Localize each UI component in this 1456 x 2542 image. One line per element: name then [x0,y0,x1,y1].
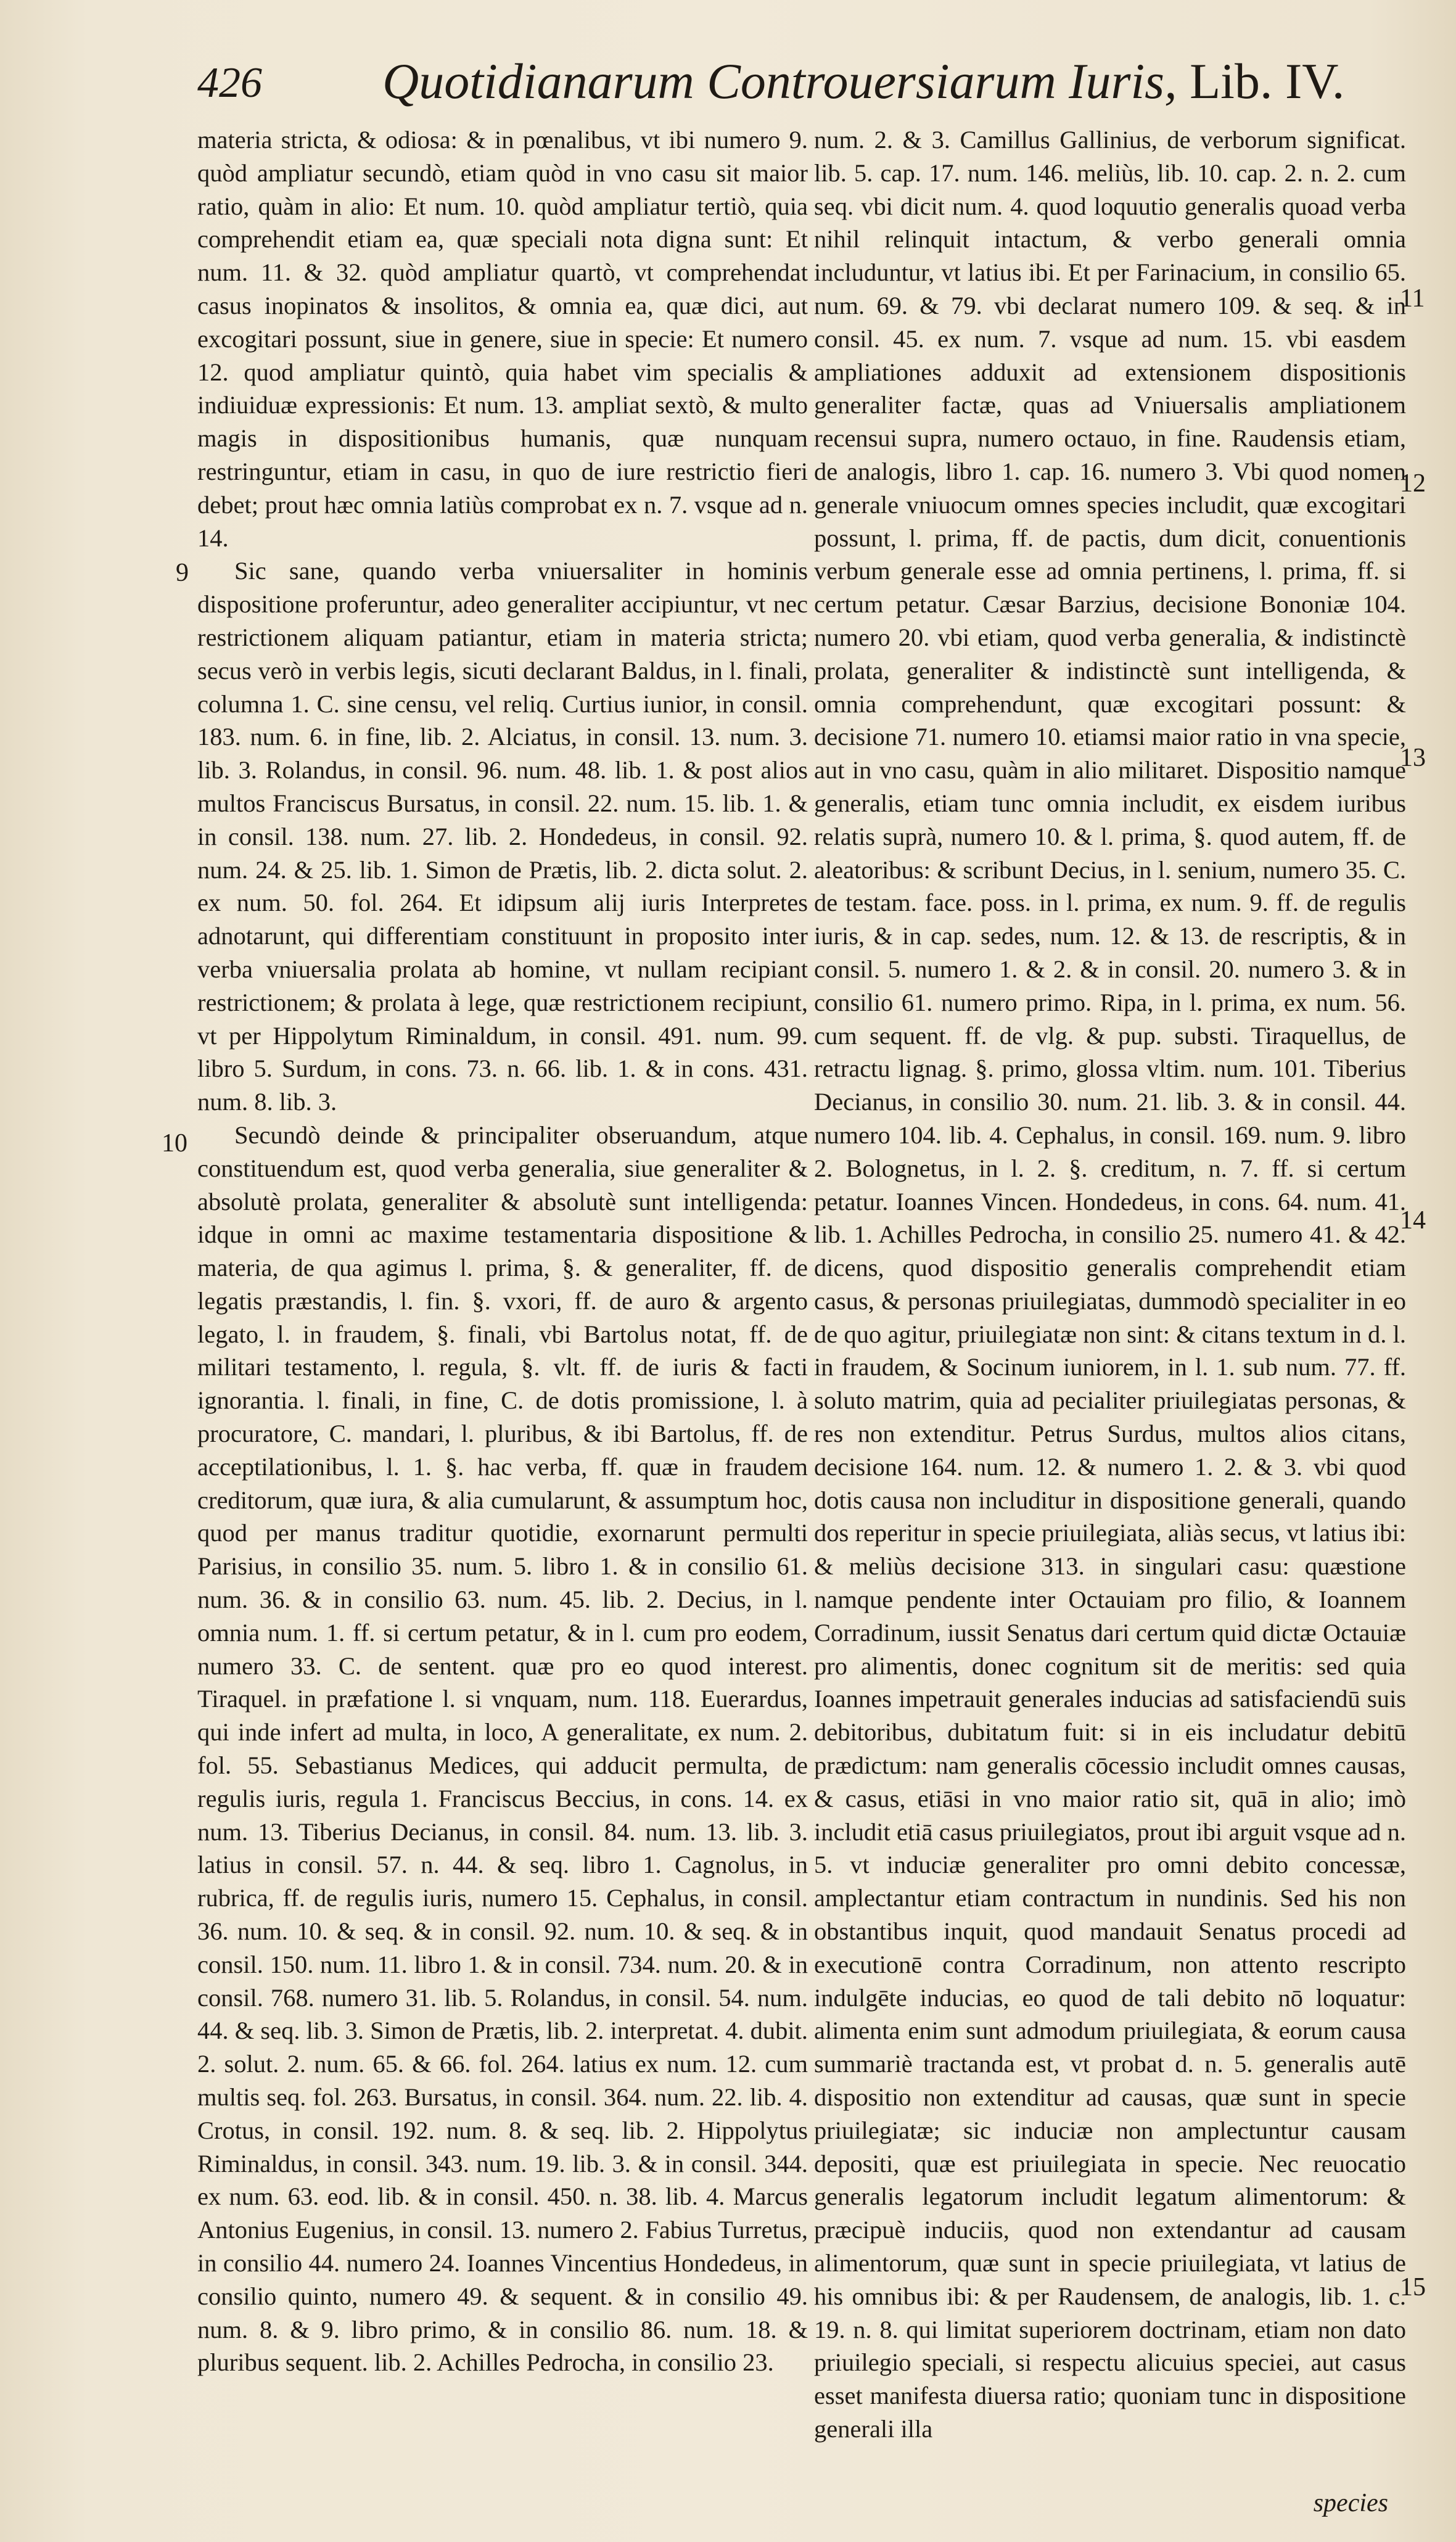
right-paragraph-1: num. 2. & 3. Camillus Gallinius, de verborum significat. lib. 5. cap. 17. num. 146. meliùs, lib. 10. cap. 2. n. 2. cum seq. vbi dicit num. 4. quod loquutio generalis quoad verba nihil relinquit intactum, & verbo generali omnia includuntur, vt latius ibi. Et per Farinacium, in consilio 65. num. 69. & 79. vbi declarat numero 109. & seq. & in consil. 45. ex num. 7. vsque ad num. 15. vbi easdem ampliationes adduxit ad extensionem dispositionis generaliter factæ, quas ad Vniuersalis ampliationem recensui supra, numero octauo, in fine. Raudensis etiam, de analogis, libro 1. cap. 16. numero 3. Vbi quod nomen generale vniuocum omnes species includit, quæ excogitari possunt, l. prima, ff. de pactis, dum dicit, conuentionis verbum generale esse ad omnia pertinens, l. prima, ff. si certum petatur. Cæsar Barzius, decisione Bononiæ 104. numero 20. vbi etiam, quod verba generalia, & indistinctè prolata, generaliter & indistinctè sunt intelligenda, & omnia comprehendunt, quæ excogitari possunt: & decisione 71. numero 10. etiamsi maior ratio in vna specie, aut in vno casu, quàm in alio militaret. Dispositio namque generalis, etiam tunc omnia includit, ex eisdem iuribus relatis suprà, numero 10. & l. prima, §. quod autem, ff. de aleatoribus: & scribunt Decius, in l. senium, numero 35. C. de testam. face. poss. in l. prima, ex num. 9. ff. de regulis iuris, & in cap. sedes, num. 12. & 13. de rescriptis, & in consil. 5. numero 1. & 2. & in consil. 20. numero 3. & in consilio 61. numero primo. Ripa, in l. prima, ex num. 56. cum sequent. ff. de vlg. & pup. substi. Tiraquellus, de retractu lignag. §. primo, glossa vltim. num. 101. Tiberius Decianus, in consilio 30. num. 21. lib. 3. & in consil. 44. numero 104. lib. 4. Cephalus, in consil. 169. num. 9. libro 2. Bolognetus, in l. 2. §. creditum, n. 7. ff. si certum petatur. Ioannes Vincen. Hondedeus, in cons. 64. num. 41. lib. 1. Achilles Pedrocha, in consilio 25. numero 41. & 42. dicens, quod dispositio generalis comprehendit etiam casus, & personas priuilegiatas, dummodò specialiter in eo de quo agitur, priuilegiatæ non sint: & citans textum in d. l. in fraudem, & Socinum iuniorem, in l. 1. sub num. 77. ff. soluto matrim, quia ad pecialiter priuilegiatas personas, & res non extenditur. Petrus Surdus, multos alios citans, decisione 164. num. 12. & numero 1. 2. & 3. vbi quod dotis causa non includitur in dispositione generali, quando dos reperitur in specie priuilegiata, aliàs secus, vt latius ibi: & meliùs decisione 313. in singulari casu: quæstione namque pendente inter Octauiam pro filio, & Ioannem Corradinum, iussit Senatus dari certum quid dictæ Octauiæ pro alimentis, donec cognitum sit de meritis: sed quia Ioannes impetrauit generales inducias ad satisfaciendū suis debitoribus, dubitatum fuit: si in eis includatur debitū prædictum: nam generalis cōcessio includit omnes causas, & casus, etiāsi in vno maior ratio sit, quā in alio; imò includit etiā casus priuilegiatos, prout ibi arguit vsque ad n. 5. vt induciæ generaliter pro omni debito concessæ, amplectantur etiam contractum in nundinis. Sed his non obstantibus inquit, quod mandauit Senatus procedi ad executionē contra Corradinum, non attento rescripto indulgēte inducias, eo quod de tali debito nō loquatur: alimenta enim sunt admodum priuilegiata, & eorum causa summariè tractanda est, vt probat d. n. 5. generalis autē dispositio non extenditur ad causas, quæ sunt in specie priuilegiatæ; sic induciæ non amplectuntur causam depositi, quæ est priuilegiata in specie. Nec reuocatio generalis legatorum includit legatum alimentorum: & præcipuè induciis, quod non extendantur ad causam alimentorum, quæ sunt in specie priuilegiata, vt latius de his omnibus ibi: & per Raudensem, de analogis, lib. 1. c. 19. n. 8. qui limitat superiorem doctrinam, etiam non dato priuilegio speciali, si respectu alicuius speciei, aut casus esset manifesta diuersa ratio; quoniam tunc in dispositione generali illa [814,126,1406,2443]
running-title-text: Quotidianarum Controuersiarum Iuris [382,53,1165,109]
margin-number-9: 9 [176,559,189,587]
left-column [197,123,808,2379]
book-number: Lib. IV. [1190,53,1345,109]
left-paragraph-3: Secundò deinde & principaliter obseruandum, atque constituendum est, quod verba generalia, siue generaliter & absolutè prolata, generaliter & absolutè sunt intelligenda: idque in omni ac maxime testamentaria dispositione & materia, de qua agimus l. prima, §. & generaliter, ff. de legatis præstandis, l. fin. §. vxori, ff. de auro & argento legato, l. in fraudem, §. finali, vbi Bartolus notat, ff. de militari testamento, l. regula, §. vlt. ff. de iuris & facti ignorantia. l. finali, in fine, C. de dotis promissione, l. à procuratore, C. mandari, l. pluribus, & ibi Bartolus, ff. de acceptilationibus, l. 1. §. hac verba, ff. quæ in fraudem creditorum, quæ iura, & alia cumularunt, & assumptum hoc, quod per manus traditur quotidie, exornarunt permulti Parisius, in consilio 35. num. 5. libro 1. & in consilio 61. num. 36. & in consilio 63. num. 45. lib. 2. Decius, in l. omnia num. 1. ff. si certum petatur, & in l. cum pro eodem, numero 33. C. de sentent. quæ pro eo quod interest. Tiraquel. in præfatione l. si vnquam, num. 118. Euerardus, qui inde infert ad multa, in loco, A generalitate, ex num. 2. fol. 55. Sebastianus Medices, qui adducit permulta, de regulis iuris, regula 1. Franciscus Beccius, in cons. 14. ex num. 13. Tiberius Decianus, in consil. 84. num. 13. lib. 3. latius in consil. 57. n. 44. & seq. libro 1. Cagnolus, in rubrica, ff. de regulis iuris, numero 15. Cephalus, in consil. 36. num. 10. & seq. & in consil. 92. num. 10. & seq. & in consil. 150. num. 11. libro 1. & in consil. 734. num. 20. & in consil. 768. numero 31. lib. 5. Rolandus, in consil. 54. num. 44. & seq. lib. 3. Simon de Prætis, lib. 2. interpretat. 4. dubit. 2. solut. 2. num. 65. & 66. fol. 264. latius ex num. 12. cum multis seq. fol. 263. Bursatus, in consil. 364. num. 22. lib. 4. Crotus, in consil. 192. num. 8. & seq. lib. 2. Hippolytus Riminaldus, in consil. 343. num. 19. lib. 3. & in consil. 344. ex num. 63. eod. lib. & in consil. 450. n. 38. lib. 4. Marcus Antonius Eugenius, in consil. 13. numero 2. Fabius Turretus, in consilio 44. numero 24. Ioannes Vincentius Hondedeus, in consilio quinto, numero 49. & sequent. & in consilio 49. num. 8. & 9. libro primo, & in consilio 86. num. 18. & pluribus sequent. lib. 2. Achilles Pedrocha, in consilio 23. [197,1121,808,2377]
page-number: 426 [197,59,262,107]
left-paragraph-2: Sic sane, quando verba vniuersaliter in hominis dispositione proferuntur, adeo generaliter accipiuntur, vt nec restrictionem aliquam patiantur, etiam in materia stricta; secus verò in verbis legis, sicuti declarant Baldus, in l. finali, columna 1. C. sine censu, vel reliq. Curtius iunior, in consil. 183. num. 6. in fine, lib. 2. Alciatus, in consil. 13. num. 3. lib. 3. Rolandus, in consil. 96. num. 48. lib. 1. & post alios multos Franciscus Bursatus, in consil. 22. num. 15. lib. 1. & in consil. 138. num. 27. lib. 2. Hondedeus, in consil. 92. num. 24. & 25. lib. 1. Simon de Prætis, lib. 2. dicta solut. 2. ex num. 50. fol. 264. Et idipsum alij iuris Interpretes adnotarunt, qui differentiam constituunt in proposito inter verba vniuersalia prolata ab homine, vt nullam recipiant restrictionem; & prolata à lege, quæ restrictionem recipiunt, vt per Hippolytum Riminaldum, in consil. 491. num. 99. libro 5. Surdum, in cons. 73. n. 66. lib. 1. & in cons. 431. num. 8. lib. 3. [197,557,808,1116]
left-paragraph-1: materia stricta, & odiosa: & in pœnalibus, vt ibi numero 9. quòd ampliatur secundò, etiam quòd in vno casu sit maior ratio, quàm in alio: Et num. 10. quòd ampliatur tertiò, quia comprehendit etiam ea, quæ speciali nota digna sunt: Et num. 11. & 32. quòd ampliatur quartò, vt comprehendat casus inopinatos & insolitos, & omnia ea, quæ dici, aut excogitari possunt, siue in genere, siue in specie: Et numero 12. quod ampliatur quintò, quia habet vim specialis & indiuiduæ expressionis: Et num. 13. ampliat sextò, & multo magis in dispositionibus humanis, quæ nunquam restringuntur, etiam in casu, in quo de iure restrictio fieri debet; prout hæc omnia latiùs comprobat ex n. 7. vsque ad n. 14. [197,126,808,552]
margin-number-12: 12 [1400,469,1426,498]
margin-number-10: 10 [162,1129,187,1158]
page-header [197,52,1345,120]
margin-number-11: 11 [1400,284,1425,313]
margin-number-13: 13 [1400,744,1426,772]
running-title: Quotidianarum Controuersiarum Iuris, Lib. IV. [382,53,1345,109]
catchword: species [1313,2489,1388,2517]
margin-number-14: 14 [1400,1206,1426,1235]
margin-number-15: 15 [1400,2273,1426,2301]
right-column [814,123,1406,2446]
